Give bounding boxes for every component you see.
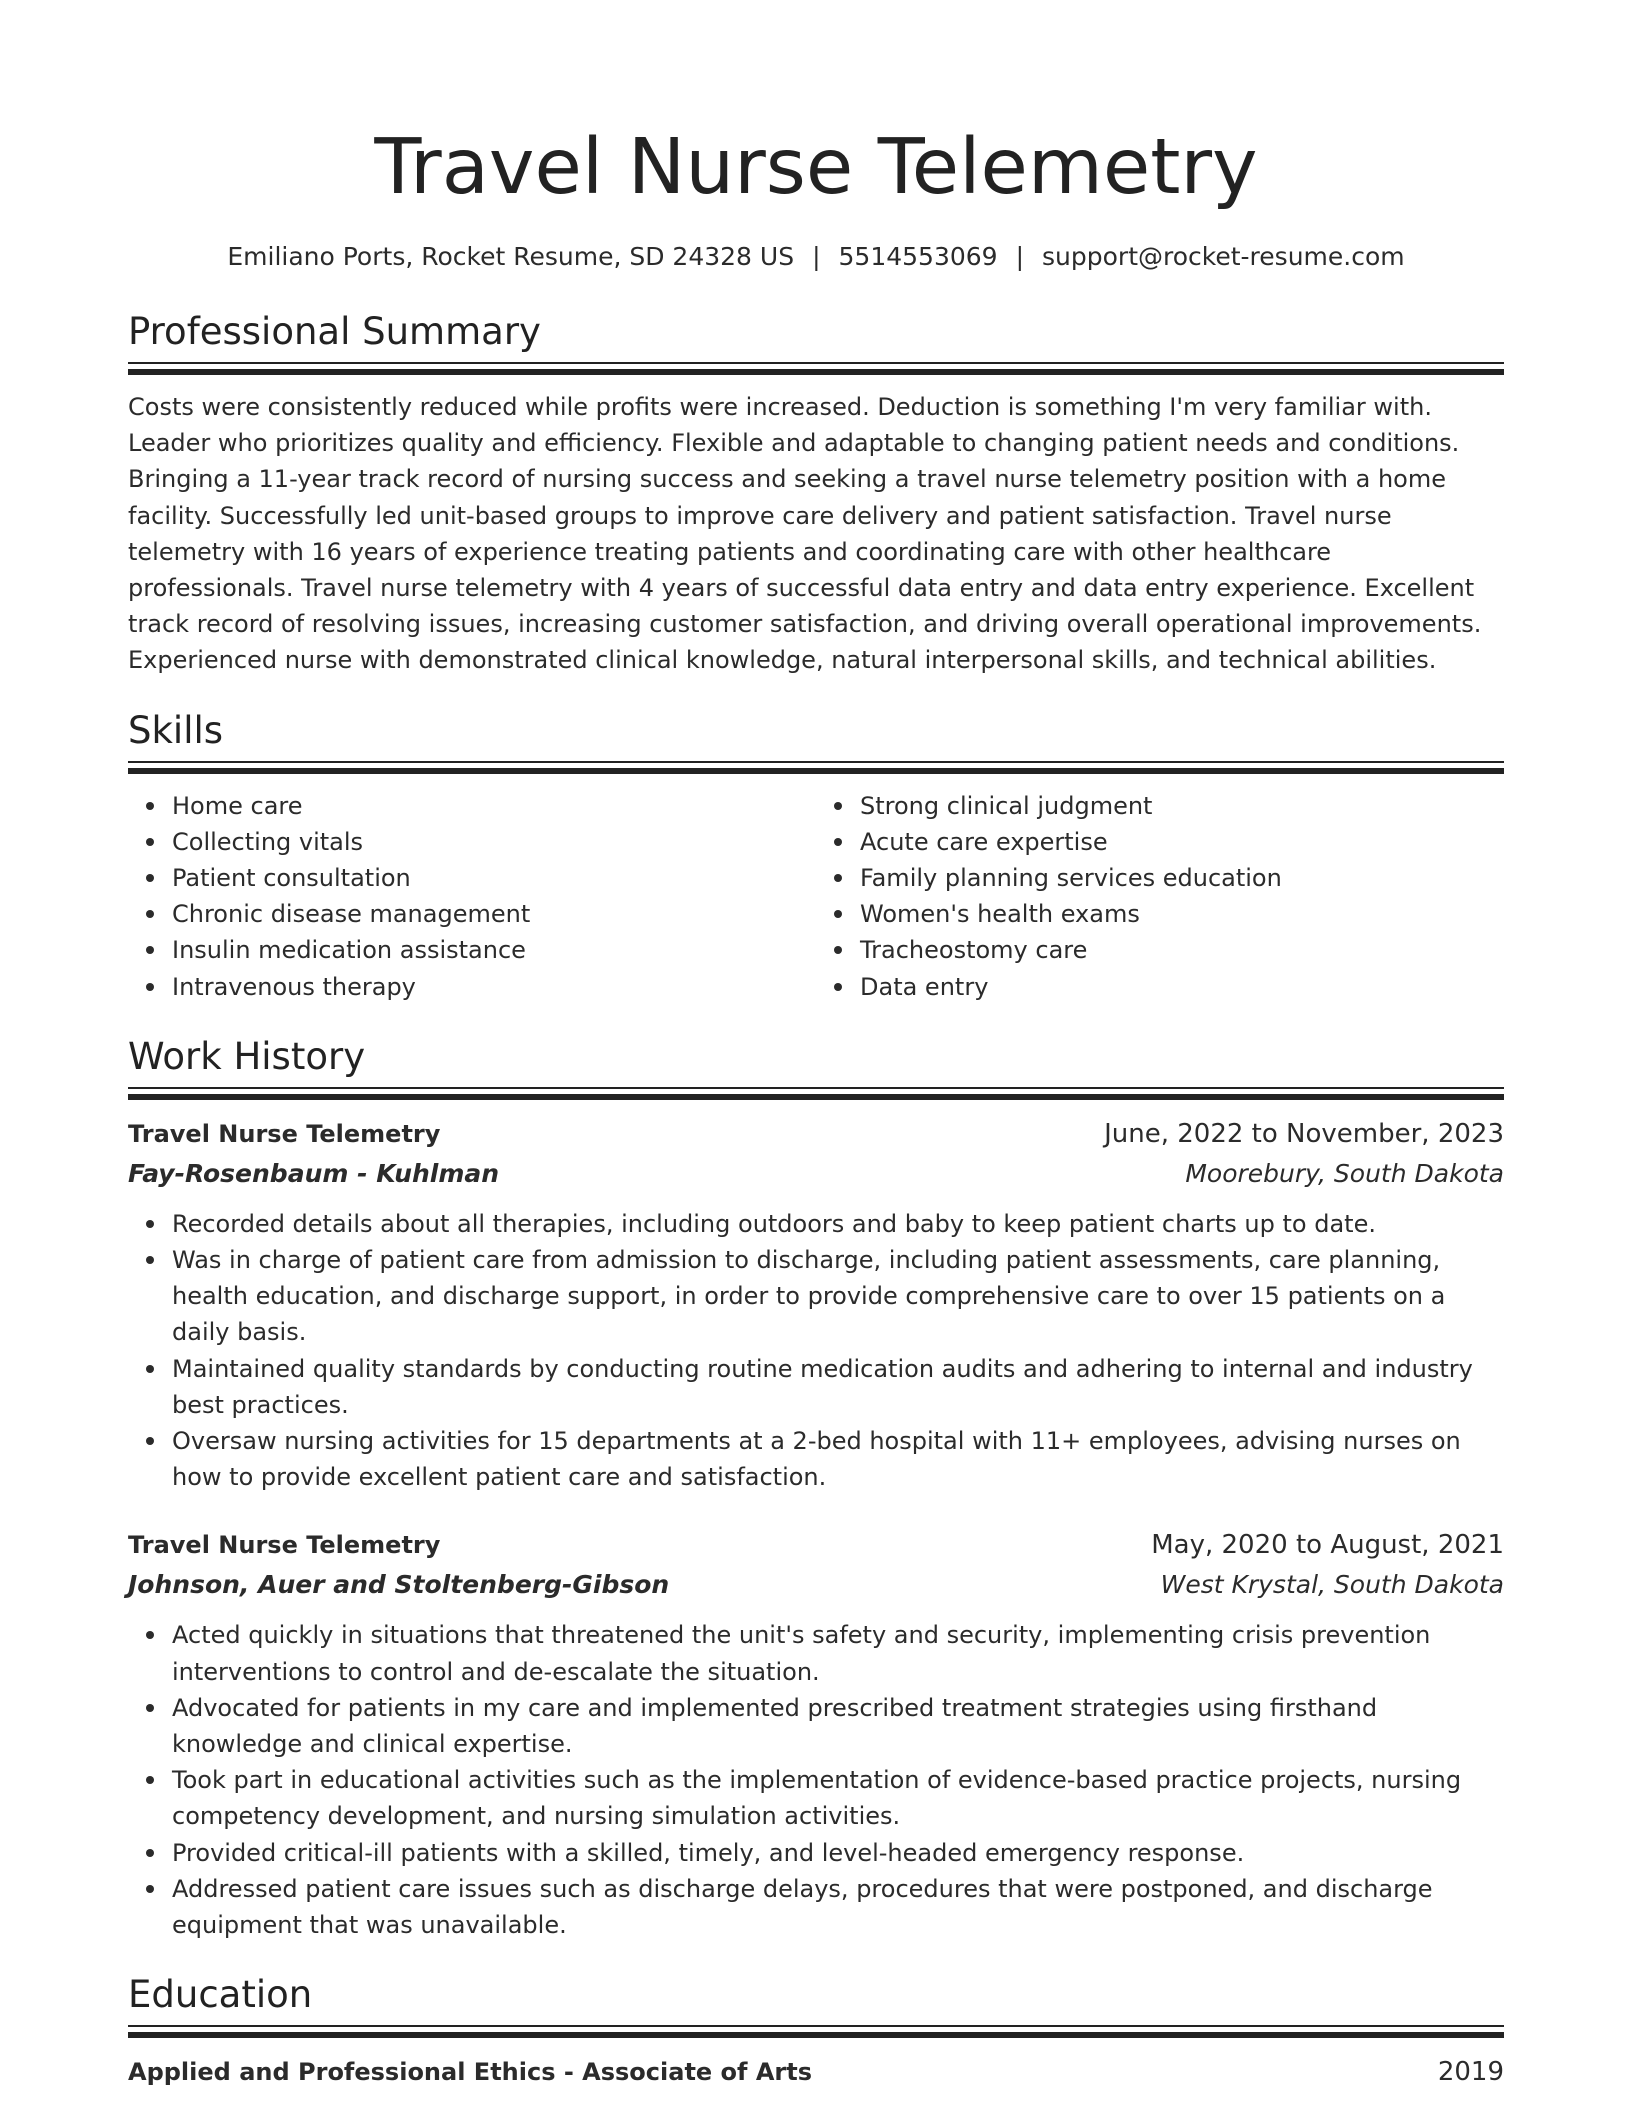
skill-item: Data entry (860, 969, 1504, 1005)
job-bullet: Was in charge of patient care from admission to discharge, including patient assessments, care planning, health education, and discharge support, in order to provide comprehensive care to over 15 patients on a daily basis. (172, 1242, 1504, 1351)
job-title: Travel Nurse Telemetry (128, 1531, 441, 1560)
education-header-row (128, 2052, 1504, 2092)
contact-separator: | (1015, 242, 1025, 271)
contact-address: Emiliano Ports, Rocket Resume, SD 24328 US (227, 242, 795, 271)
education-degree: Applied and Professional Ethics - Associate of Arts (128, 2058, 812, 2087)
education-entry (128, 2052, 1504, 2092)
skills-list-left (128, 788, 816, 1005)
skill-item: Insulin medication assistance (172, 932, 816, 968)
resume-title: Travel Nurse Telemetry (374, 123, 1258, 212)
job-bullet: Maintained quality standards by conducting routine medication audits and adhering to internal and industry best practices. (172, 1351, 1504, 1423)
section-heading-work: Work History (128, 1034, 366, 1078)
skill-item: Tracheostomy care (860, 932, 1504, 968)
section-divider (128, 2025, 1504, 2038)
job-dates: June, 2022 to November, 2023 (1104, 1118, 1504, 1149)
education-year: 2019 (1437, 2057, 1504, 2088)
job-bullet-list (128, 1206, 1504, 1496)
section-heading-summary: Professional Summary (128, 310, 541, 353)
job-entry (128, 1525, 1504, 1943)
resume-page (128, 0, 1504, 2092)
skill-item: Family planning services education (860, 860, 1504, 896)
section-divider (128, 1087, 1504, 1100)
job-bullet: Acted quickly in situations that threatened the unit's safety and security, implementing crisis prevention interventions to control and de-escalate the situation. (172, 1617, 1504, 1689)
skill-item: Patient consultation (172, 860, 816, 896)
contact-line (128, 240, 1504, 274)
job-bullet: Addressed patient care issues such as discharge delays, procedures that were postponed, and discharge equipment that was unavailable. (172, 1871, 1504, 1943)
job-company-row (128, 1565, 1504, 1605)
skills-columns (128, 788, 1504, 1005)
job-bullet: Provided critical-ill patients with a skilled, timely, and level-headed emergency response. (172, 1835, 1504, 1871)
professional-summary-section (128, 308, 1504, 679)
job-company: Johnson, Auer and Stoltenberg-Gibson (128, 1570, 670, 1600)
job-location: Moorebury, South Dakota (1185, 1158, 1504, 1188)
job-bullet: Recorded details about all therapies, including outdoors and baby to keep patient charts up to date. (172, 1206, 1504, 1242)
contact-separator: | (812, 242, 821, 271)
work-history-section (128, 1033, 1504, 1943)
job-bullet: Oversaw nursing activities for 15 departments at a 2-bed hospital with 11+ employees, advising nurses on how to provide excellent patient care and satisfaction. (172, 1423, 1504, 1495)
job-title: Travel Nurse Telemetry (128, 1119, 441, 1148)
section-divider (128, 362, 1504, 375)
section-heading-education: Education (128, 1973, 313, 2017)
skill-item: Home care (172, 788, 816, 824)
skill-item: Women's health exams (860, 896, 1504, 932)
job-location: West Krystal, South Dakota (1160, 1570, 1504, 1600)
job-entry (128, 1114, 1504, 1496)
skill-item: Strong clinical judgment (860, 788, 1504, 824)
skill-item: Acute care expertise (860, 824, 1504, 860)
section-heading-skills: Skills (128, 708, 224, 752)
job-bullet-list (128, 1617, 1504, 1943)
job-header-row (128, 1114, 1504, 1154)
section-divider (128, 761, 1504, 774)
job-header-row (128, 1525, 1504, 1565)
job-bullet: Took part in educational activities such as the implementation of evidence-based practice projects, nursing competency development, and nursing simulation activities. (172, 1762, 1504, 1834)
contact-phone: 5514553069 (838, 242, 998, 271)
job-company: Fay-Rosenbaum - Kuhlman (128, 1158, 500, 1188)
contact-email: support@rocket-resume.com (1042, 242, 1405, 271)
job-dates: May, 2020 to August, 2021 (1151, 1530, 1504, 1561)
skills-section (128, 707, 1504, 1005)
skills-list-right (816, 788, 1504, 1005)
job-bullet: Advocated for patients in my care and implemented prescribed treatment strategies using firsthand knowledge and clinical expertise. (172, 1690, 1504, 1762)
education-section (128, 1971, 1504, 2092)
summary-paragraph: Costs were consistently reduced while profits were increased. Deduction is something I'm very familiar with. Leader who prioritizes quality and efficiency. Flexible and adaptable to changing patient needs and conditions. Bringing a 11-year track record of nursing success and seeking a travel nurse telemetry position with a home facility. Successfully led unit-based groups to improve care delivery and patient satisfaction. Travel nurse telemetry with 16 years of experience treating patients and coordinating care with other healthcare professionals. Travel nurse telemetry with 4 years of successful data entry and data entry experience. Excellent track record of resolving issues, increasing customer satisfaction, and driving overall operational improvements. Experienced nurse with demonstrated clinical knowledge, natural interpersonal skills, and technical abilities. (128, 393, 1482, 675)
skill-item: Intravenous therapy (172, 969, 816, 1005)
job-company-row (128, 1154, 1504, 1194)
skill-item: Chronic disease management (172, 896, 816, 932)
skill-item: Collecting vitals (172, 824, 816, 860)
